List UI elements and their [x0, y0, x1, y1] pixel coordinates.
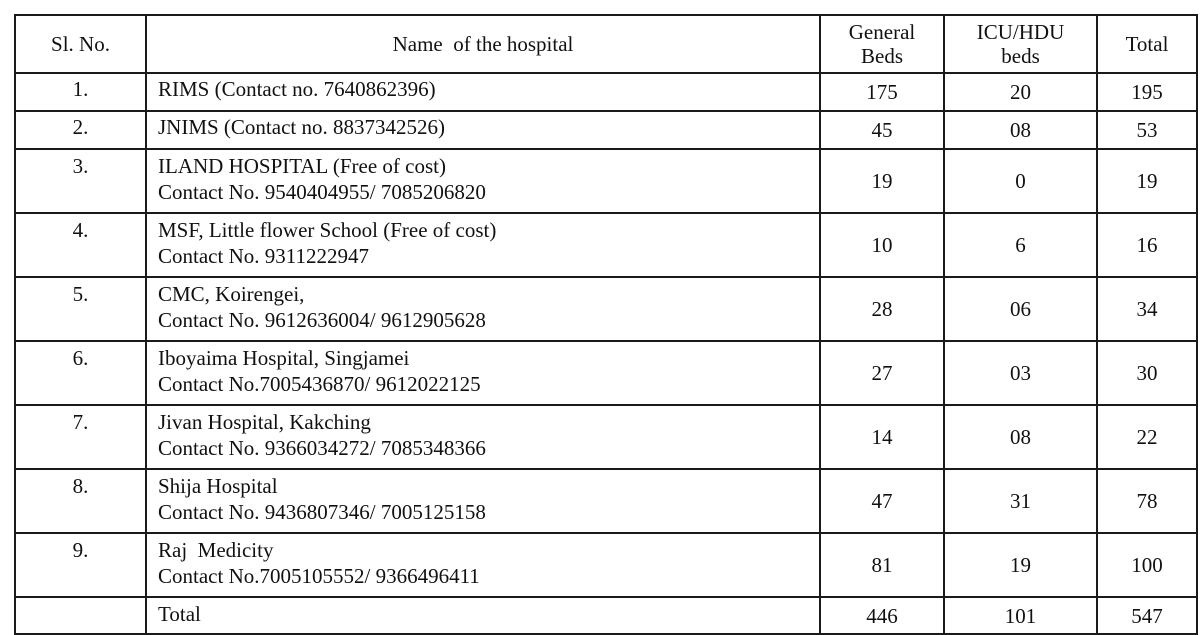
row-sl-no: 4.: [15, 213, 146, 277]
row-hospital-name: [146, 111, 820, 149]
hospital-contact-line: Contact No. 9366034272/ 7085348366: [158, 436, 486, 460]
row-general-beds: 19: [820, 149, 944, 213]
hospital-name-line: MSF, Little flower School (Free of cost): [158, 218, 497, 242]
row-sl-no: 1.: [15, 73, 146, 111]
row-hospital-name: [146, 149, 820, 213]
table-row: [15, 73, 1197, 111]
row-hospital-name: [146, 469, 820, 533]
row-hospital-name: [146, 277, 820, 341]
row-icu-hdu-beds: 03: [944, 341, 1097, 405]
row-icu-hdu-beds: 0: [944, 149, 1097, 213]
hospital-contact-line: Contact No. 9612636004/ 9612905628: [158, 308, 486, 332]
hospital-name-line: CMC, Koirengei,: [158, 282, 305, 306]
row-general-beds: 45: [820, 111, 944, 149]
hospital-name-line: Raj Medicity: [158, 538, 274, 562]
hospital-contact-line: Contact No.7005105552/ 9366496411: [158, 564, 480, 588]
hospital-contact-line: Contact No. 9311222947: [158, 244, 369, 268]
hospital-name-line: RIMS (Contact no. 7640862396): [158, 77, 436, 101]
table-header-row: [15, 15, 1197, 73]
table-row: [15, 533, 1197, 597]
row-sl-no: 8.: [15, 469, 146, 533]
hospital-name-line: ILAND HOSPITAL (Free of cost): [158, 154, 446, 178]
row-total-beds: 78: [1097, 469, 1197, 533]
row-hospital-name: [146, 213, 820, 277]
row-sl-no: 2.: [15, 111, 146, 149]
row-general-beds: 14: [820, 405, 944, 469]
header-sl-no: Sl. No.: [15, 15, 146, 73]
row-hospital-name: [146, 73, 820, 111]
row-general-beds: 27: [820, 341, 944, 405]
totals-total-beds: 547: [1097, 597, 1197, 634]
table-row: [15, 469, 1197, 533]
row-general-beds: 47: [820, 469, 944, 533]
row-total-beds: 100: [1097, 533, 1197, 597]
table-row: [15, 213, 1197, 277]
row-general-beds: 10: [820, 213, 944, 277]
table-row: [15, 149, 1197, 213]
hospital-name-line: Shija Hospital: [158, 474, 278, 498]
table-row: [15, 405, 1197, 469]
row-total-beds: 22: [1097, 405, 1197, 469]
table-row: [15, 341, 1197, 405]
row-general-beds: 175: [820, 73, 944, 111]
row-sl-no: 9.: [15, 533, 146, 597]
row-general-beds: 28: [820, 277, 944, 341]
row-icu-hdu-beds: 19: [944, 533, 1097, 597]
hospital-name-line: Jivan Hospital, Kakching: [158, 410, 371, 434]
row-icu-hdu-beds: 08: [944, 111, 1097, 149]
row-sl-no: 3.: [15, 149, 146, 213]
totals-label: Total: [146, 597, 820, 634]
header-total: Total: [1097, 15, 1197, 73]
row-general-beds: 81: [820, 533, 944, 597]
row-icu-hdu-beds: 31: [944, 469, 1097, 533]
totals-row: [15, 597, 1197, 634]
totals-icu-beds: 101: [944, 597, 1097, 634]
header-general-beds: General Beds: [820, 15, 944, 73]
table-row: [15, 277, 1197, 341]
hospital-contact-line: Contact No.7005436870/ 9612022125: [158, 372, 481, 396]
row-icu-hdu-beds: 6: [944, 213, 1097, 277]
row-total-beds: 195: [1097, 73, 1197, 111]
row-total-beds: 16: [1097, 213, 1197, 277]
row-icu-hdu-beds: 06: [944, 277, 1097, 341]
row-sl-no: 7.: [15, 405, 146, 469]
row-icu-hdu-beds: 08: [944, 405, 1097, 469]
hospital-beds-table: [14, 14, 1198, 635]
totals-sl-cell: [15, 597, 146, 634]
row-sl-no: 5.: [15, 277, 146, 341]
row-total-beds: 19: [1097, 149, 1197, 213]
row-icu-hdu-beds: 20: [944, 73, 1097, 111]
totals-general-beds: 446: [820, 597, 944, 634]
hospital-contact-line: Contact No. 9436807346/ 7005125158: [158, 500, 486, 524]
row-total-beds: 30: [1097, 341, 1197, 405]
row-total-beds: 34: [1097, 277, 1197, 341]
header-hospital-name: Name of the hospital: [146, 15, 820, 73]
row-total-beds: 53: [1097, 111, 1197, 149]
hospital-name-line: JNIMS (Contact no. 8837342526): [158, 115, 445, 139]
row-hospital-name: [146, 533, 820, 597]
header-icu-hdu-beds: ICU/HDU beds: [944, 15, 1097, 73]
row-hospital-name: [146, 341, 820, 405]
hospital-name-line: Iboyaima Hospital, Singjamei: [158, 346, 410, 370]
table-row: [15, 111, 1197, 149]
hospital-contact-line: Contact No. 9540404955/ 7085206820: [158, 180, 486, 204]
row-hospital-name: [146, 405, 820, 469]
row-sl-no: 6.: [15, 341, 146, 405]
